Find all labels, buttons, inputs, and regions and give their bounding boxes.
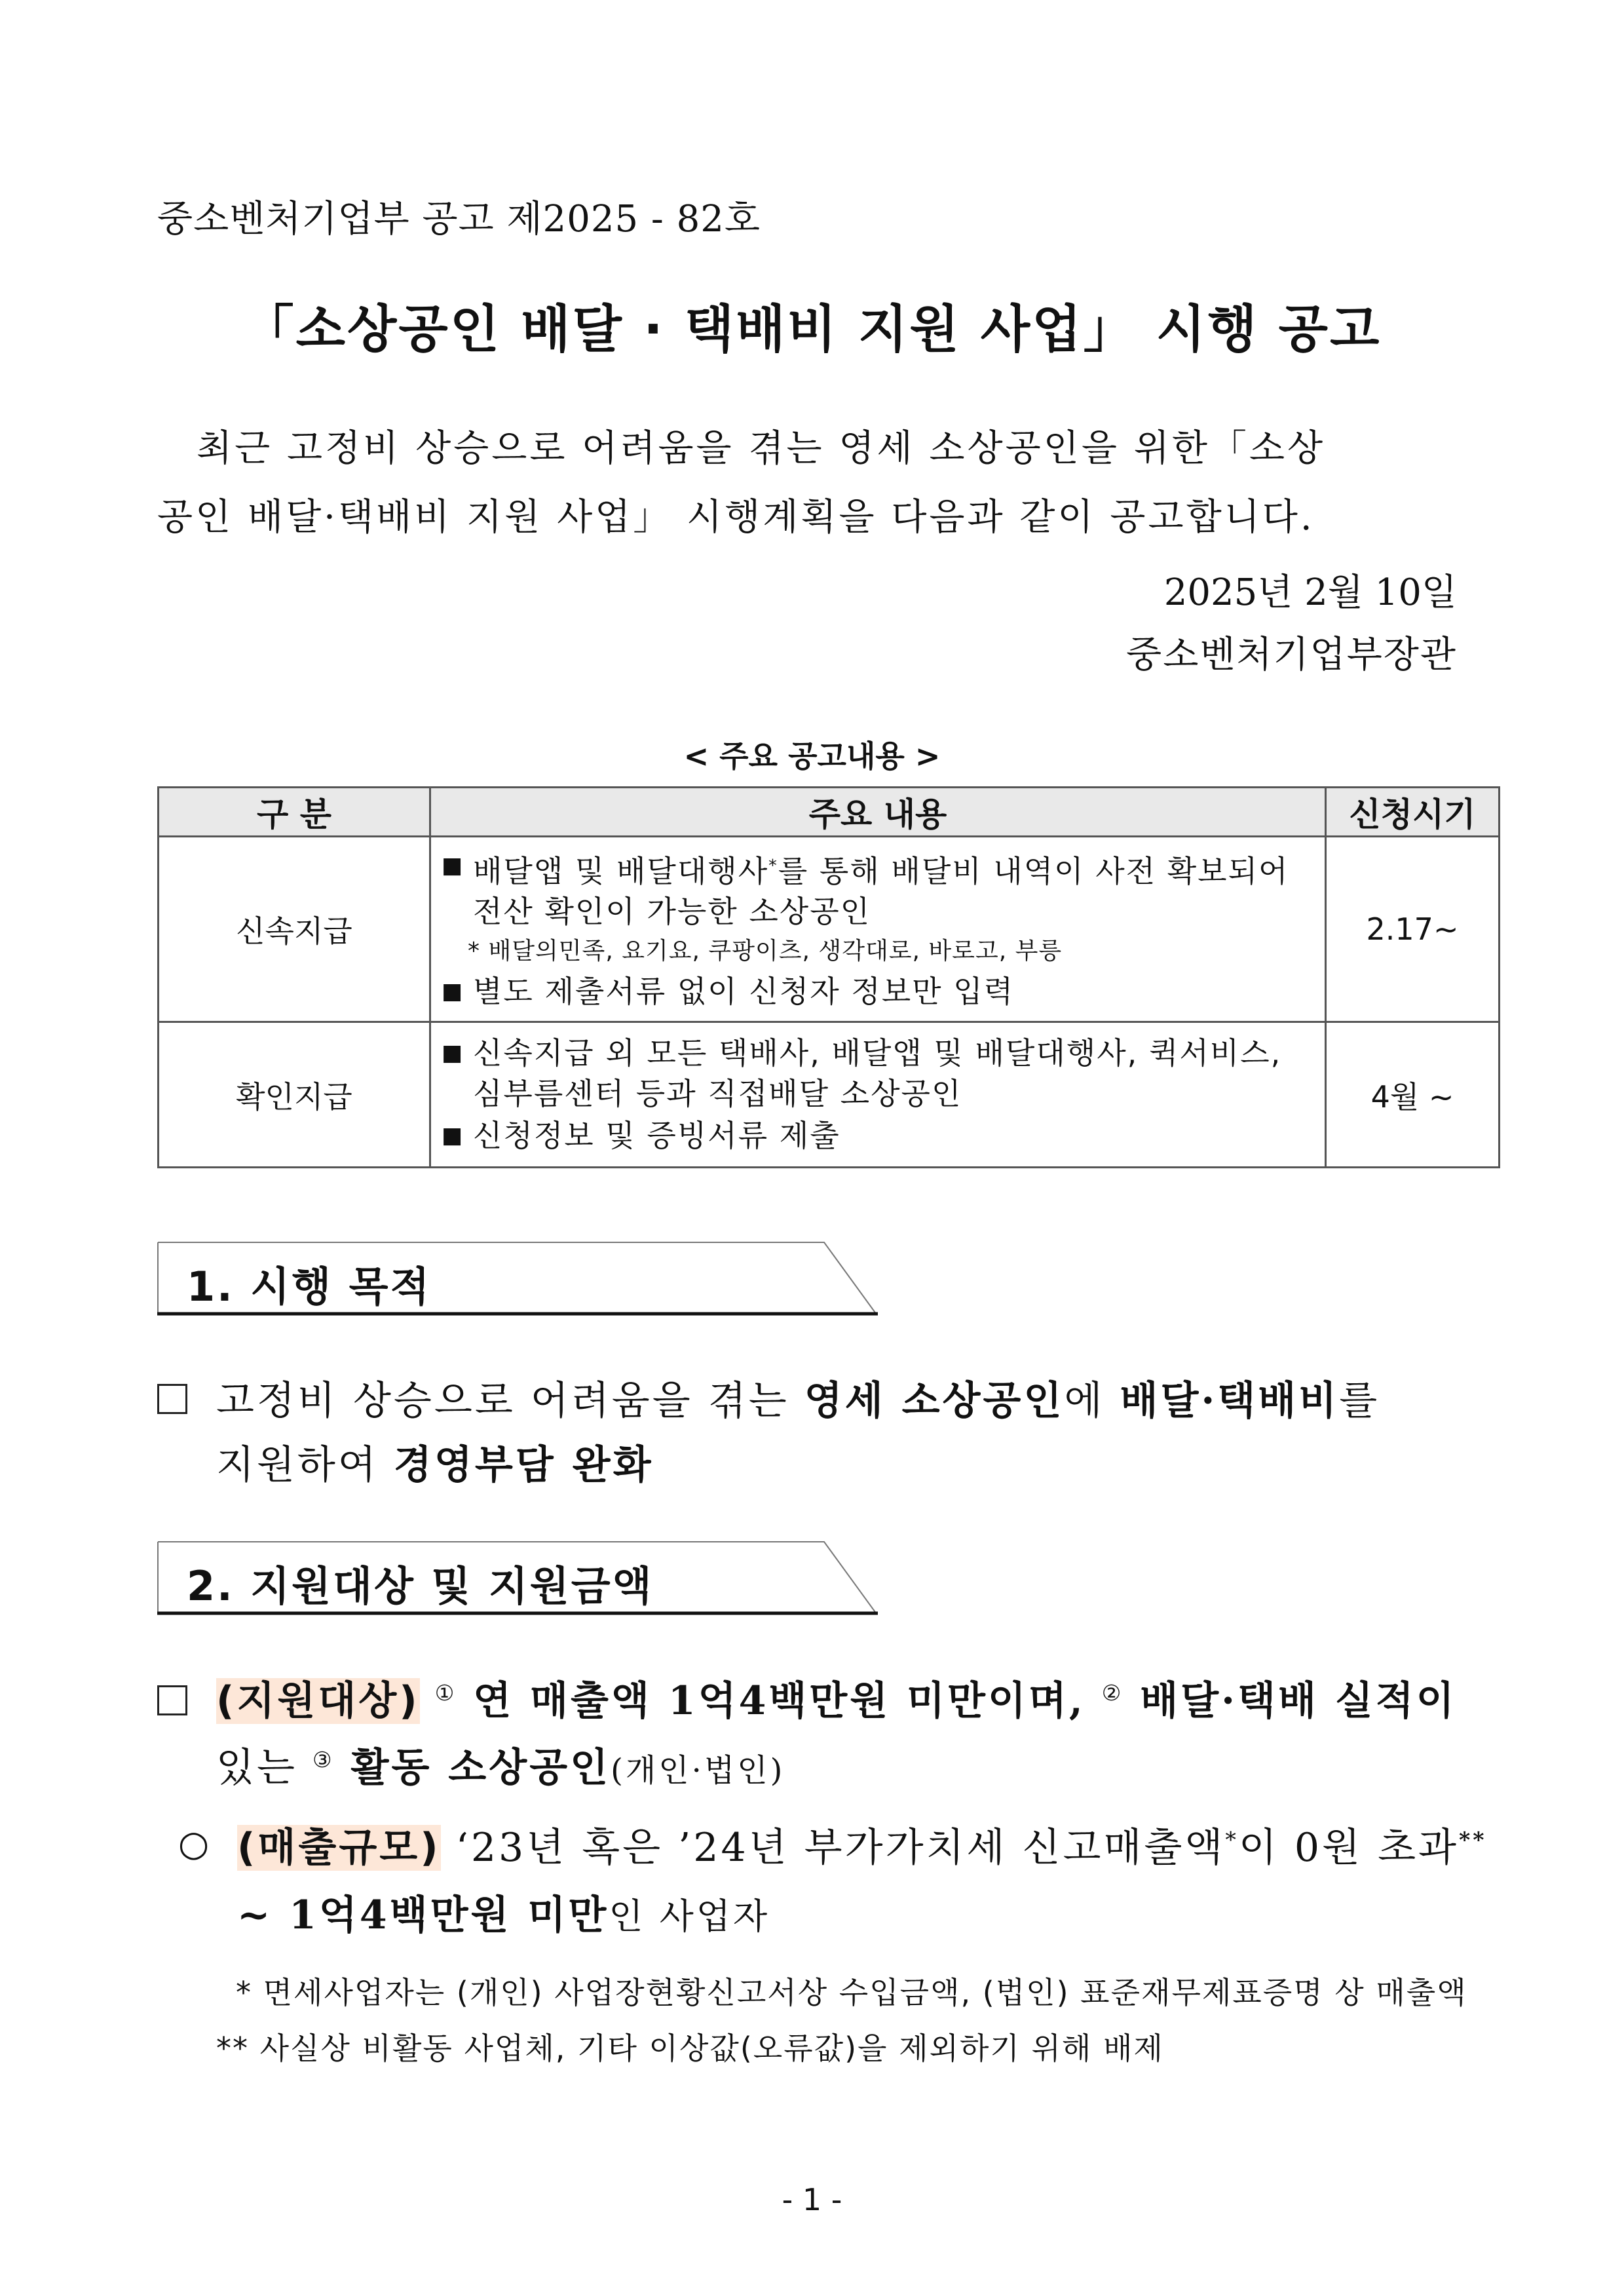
table-header-row xyxy=(159,788,1500,837)
scale-line-1: (매출규모) ‘23년 혹은 ’24년 부가가치세 신고매출액*이 0원 초과** xyxy=(237,1825,1487,1871)
target-label: (지원대상) xyxy=(216,1678,420,1724)
summary-table xyxy=(157,786,1500,1168)
checkbox-icon xyxy=(157,1384,187,1414)
list-item xyxy=(442,1033,1314,1114)
square-bullet-icon: ■ xyxy=(442,1122,463,1149)
issuer: 중소벤처기업부장관 xyxy=(1126,634,1457,676)
target-line-1: (지원대상) ① 연 매출액 1억4백만원 미만이며, ② 배달·택배 실적이 xyxy=(216,1678,1457,1724)
document-title: 「소상공인 배달 · 택배비 지원 사업」 시행 공고 xyxy=(242,300,1382,359)
section-title: 1. 시행 목적 xyxy=(187,1263,432,1311)
row-content xyxy=(430,1022,1326,1168)
header-category: 구 분 xyxy=(159,788,430,837)
footnote-2: ** 사실상 비활동 사업체, 기타 이상값(오류값)을 제외하기 위해 배제 xyxy=(216,2031,1164,2066)
item-text: 별도 제출서류 없이 신청자 정보만 입력 xyxy=(473,974,1015,1010)
scale-label: (매출규모) xyxy=(237,1825,441,1871)
section-title: 2. 지원대상 및 지원금액 xyxy=(187,1562,654,1610)
notice-date: 2025년 2월 10일 xyxy=(1163,571,1457,614)
list-item xyxy=(442,1115,1314,1156)
row-category: 확인지급 xyxy=(159,1022,430,1168)
square-bullet-icon: ■ xyxy=(442,852,463,879)
intro-line-2: 공인 배달·택배비 지원 사업」 시행계획을 다음과 같이 공고합니다. xyxy=(157,496,1315,539)
row-period: 4월 ~ xyxy=(1326,1022,1500,1168)
row-category: 신속지급 xyxy=(159,837,430,1022)
list-item xyxy=(442,845,1314,932)
intro-line-1: 최근 고정비 상승으로 어려움을 겪는 영세 소상공인을 위한「소상 xyxy=(197,427,1326,470)
section-heading-2 xyxy=(157,1537,878,1615)
notice-number: 중소벤처기업부 공고 제2025 - 82호 xyxy=(157,198,761,240)
item-text: 신청정보 및 증빙서류 제출 xyxy=(473,1117,840,1153)
row-period: 2.17~ xyxy=(1326,837,1500,1022)
footnote-marker: * xyxy=(768,856,778,875)
square-bullet-icon: ■ xyxy=(442,978,463,1005)
header-period: 신청시기 xyxy=(1326,788,1500,837)
row-content xyxy=(430,837,1326,1022)
footnote-1: * 면세사업자는 (개인) 사업장현황신고서상 수입금액, (법인) 표준재무제표증명 상 매출액 xyxy=(236,1975,1467,2010)
scale-line-2: ~ 1억4백만원 미만인 사업자 xyxy=(237,1892,770,1938)
item-text: 를 통해 배달비 내역이 사전 확보되어 전산 확인이 가능한 소상공인 xyxy=(473,853,1289,930)
target-line-2: 있는 ③ 활동 소상공인(개인·법인) xyxy=(216,1745,785,1791)
table-note: * 배달의민족, 요기요, 쿠팡이츠, 생각대로, 바로고, 부릉 xyxy=(468,938,1063,965)
table-caption: < 주요 공고내용 > xyxy=(683,738,941,774)
header-content: 주요 내용 xyxy=(430,788,1326,837)
section-heading-1 xyxy=(157,1237,878,1316)
purpose-line-2: 지원하여 경영부담 완화 xyxy=(216,1442,654,1488)
item-text: 배달앱 및 배달대행사 xyxy=(473,853,769,889)
page-number: - 1 - xyxy=(782,2182,842,2217)
table-row xyxy=(159,837,1500,1022)
table-row xyxy=(159,1022,1500,1168)
list-item xyxy=(442,971,1314,1012)
circle-bullet-icon: ○ xyxy=(178,1823,210,1864)
item-text: 신속지급 외 모든 택배사, 배달앱 및 배달대행사, 퀵서비스, 심부름센터 등과 직접배달 소상공인 xyxy=(473,1035,1282,1111)
checkbox-icon xyxy=(157,1685,187,1715)
purpose-line-1: 고정비 상승으로 어려움을 겪는 영세 소상공인에 배달·택배비를 xyxy=(216,1378,1380,1424)
square-bullet-icon: ■ xyxy=(442,1039,463,1066)
